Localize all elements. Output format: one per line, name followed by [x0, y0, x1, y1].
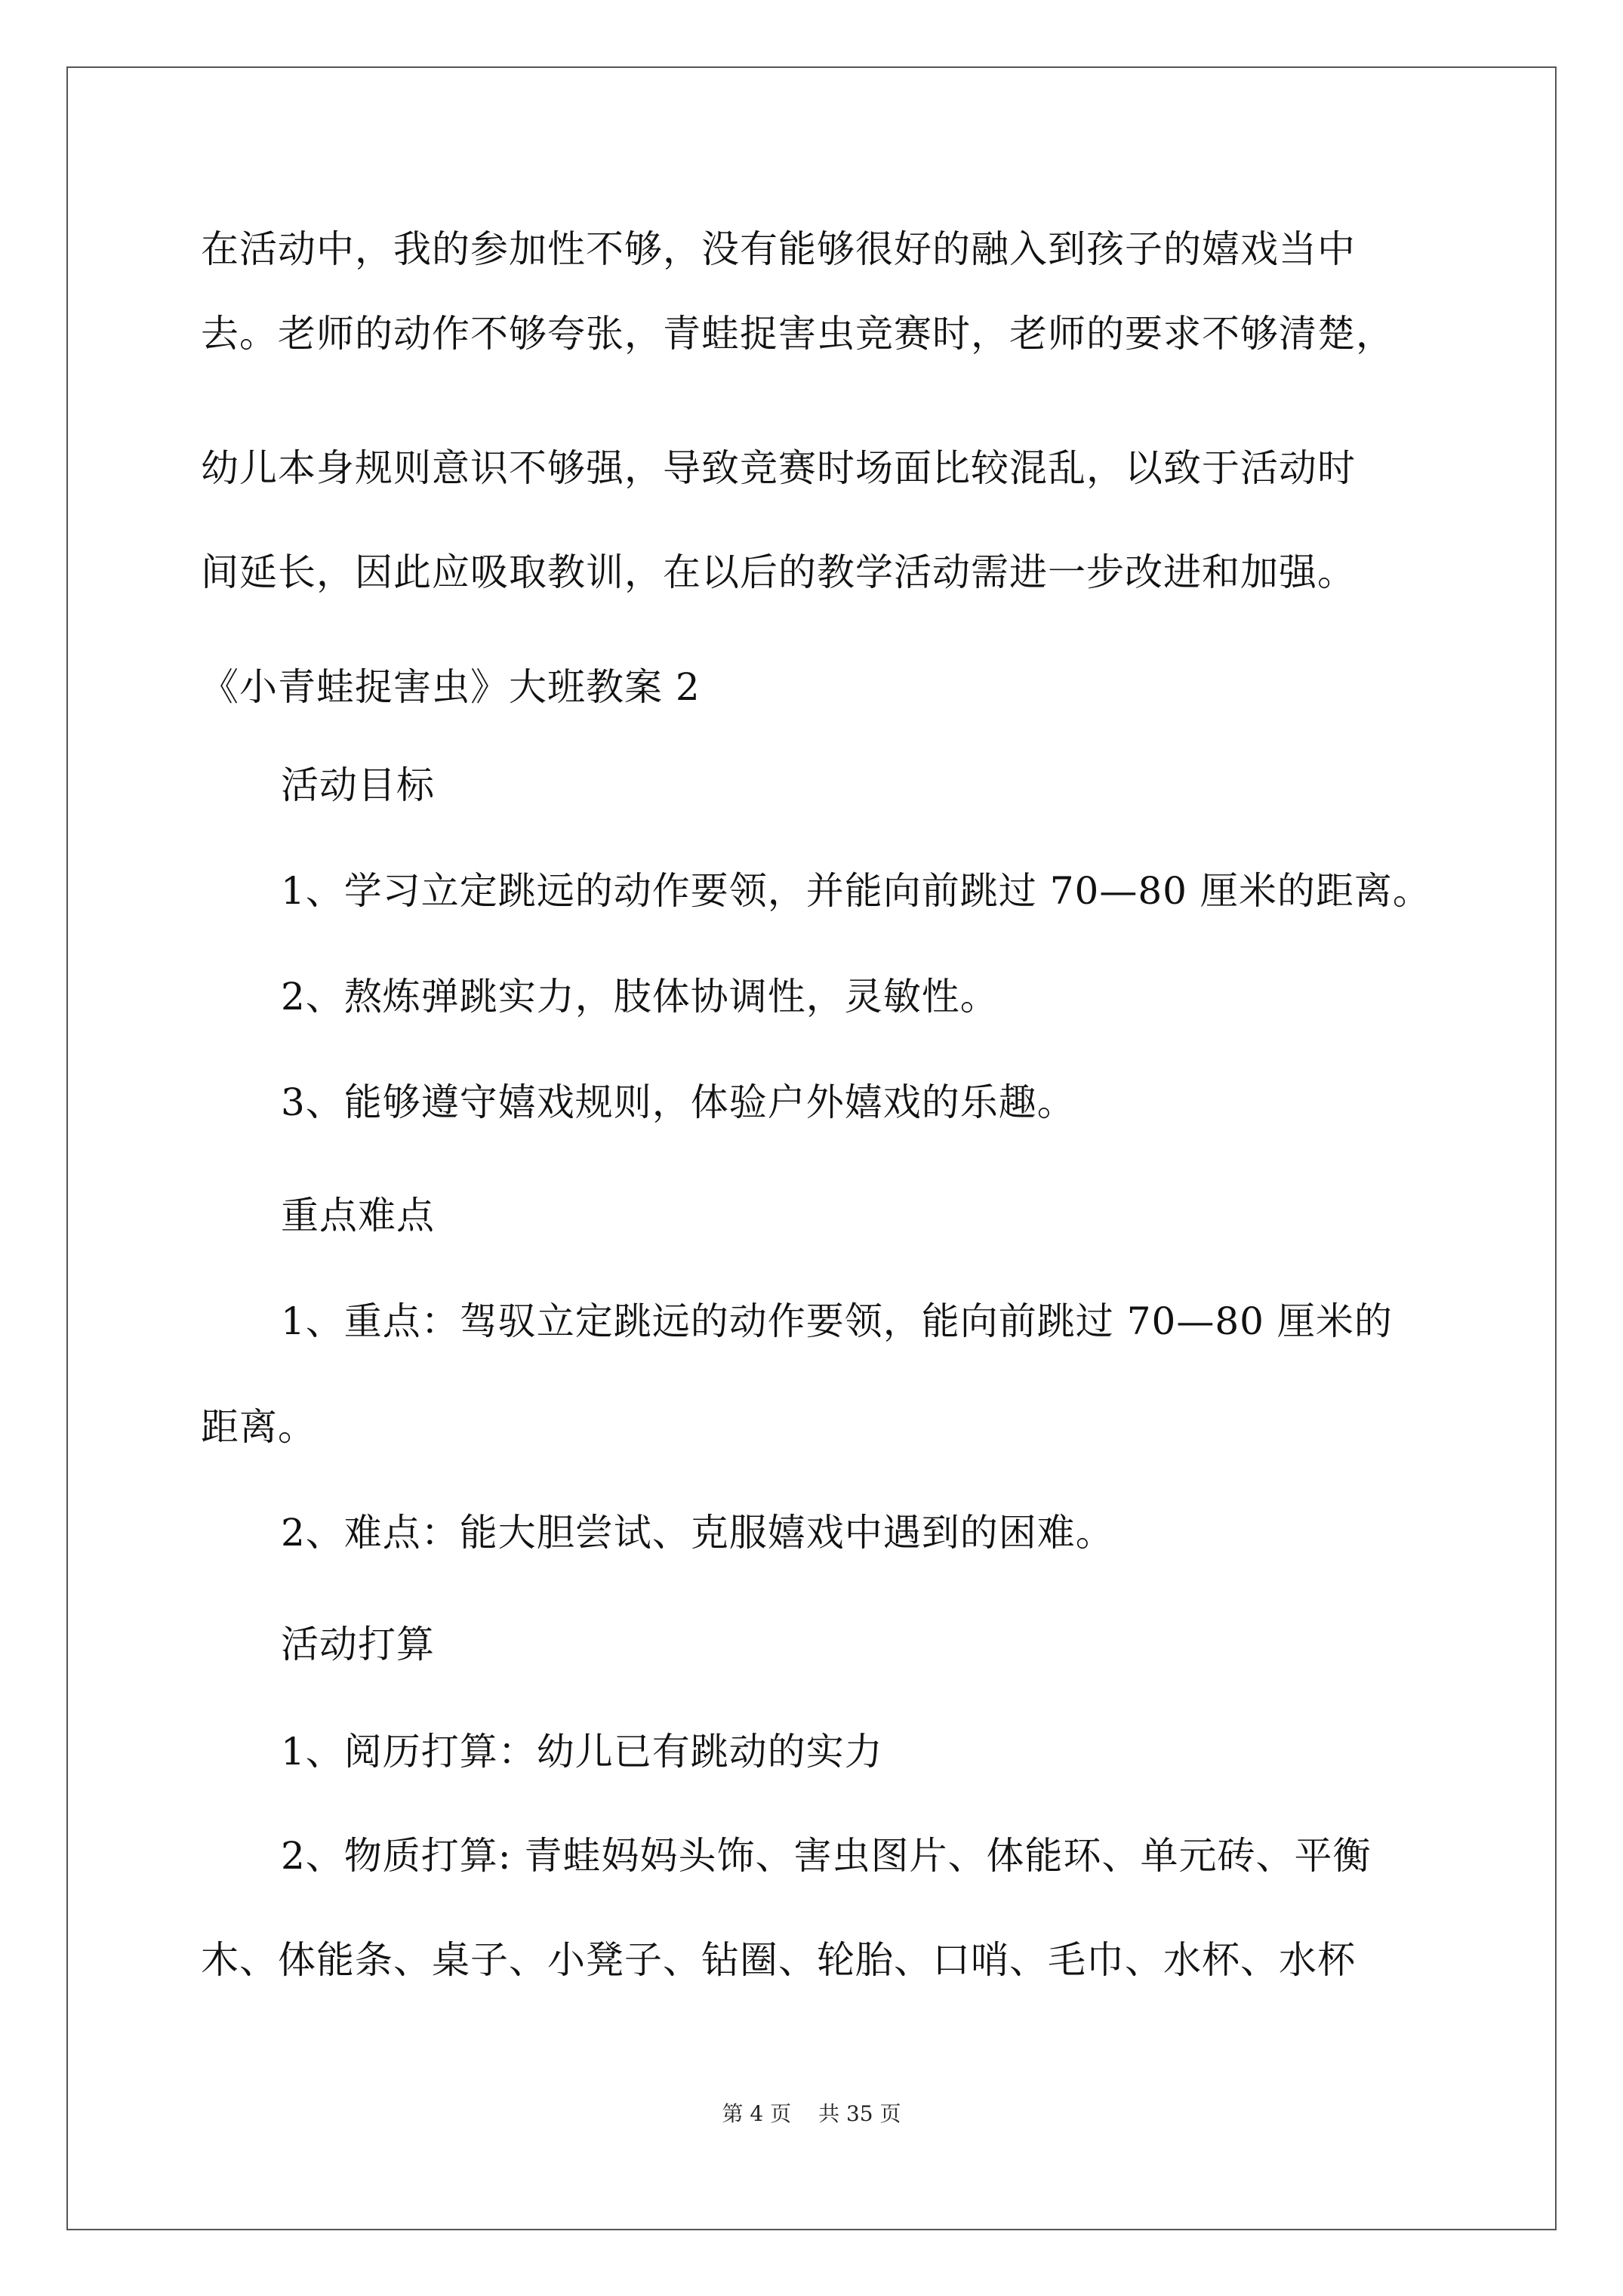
section-title: 《小青蛙捉害虫》大班教案 2	[201, 665, 701, 709]
paragraph-line: 在活动中，我的参加性不够，没有能够很好的融入到孩子的嬉戏当中	[201, 227, 1356, 271]
list-item: 1、阅历打算：幼儿已有跳动的实力	[281, 1730, 883, 1774]
list-item: 3、能够遵守嬉戏规则，体验户外嬉戏的乐趣。	[281, 1080, 1076, 1124]
page-total: 共 35 页	[818, 2101, 901, 2126]
page-footer	[0, 2100, 1623, 2128]
paragraph-line: 幼儿本身规则意识不够强，导致竞赛时场面比较混乱，以致于活动时	[201, 446, 1356, 490]
list-item: 1、学习立定跳远的动作要领，并能向前跳过 70—80 厘米的距离。	[281, 869, 1431, 913]
paragraph-line: 距离。	[201, 1405, 316, 1449]
page-border	[66, 66, 1557, 2230]
page-number: 第 4 页	[722, 2101, 792, 2126]
list-item: 2、熬炼弹跳实力，肢体协调性，灵敏性。	[281, 975, 999, 1019]
list-item: 2、物质打算: 青蛙妈妈头饰、害虫图片、体能环、单元砖、平衡	[281, 1834, 1372, 1878]
section-heading: 重点难点	[281, 1194, 435, 1237]
paragraph-line: 去。老师的动作不够夸张，青蛙捉害虫竞赛时，老师的要求不够清楚，	[201, 312, 1394, 356]
section-heading: 活动目标	[281, 763, 435, 807]
list-item: 1、重点：驾驭立定跳远的动作要领，能向前跳过 70—80 厘米的	[281, 1299, 1393, 1343]
section-heading: 活动打算	[281, 1623, 435, 1666]
paragraph-line: 间延长，因此应吸取教训，在以后的教学活动需进一步改进和加强。	[201, 550, 1356, 594]
list-item: 2、难点：能大胆尝试、克服嬉戏中遇到的困难。	[281, 1511, 1114, 1555]
paragraph-line: 木、体能条、桌子、小凳子、钻圈、轮胎、口哨、毛巾、水杯、水杯	[201, 1938, 1356, 1982]
